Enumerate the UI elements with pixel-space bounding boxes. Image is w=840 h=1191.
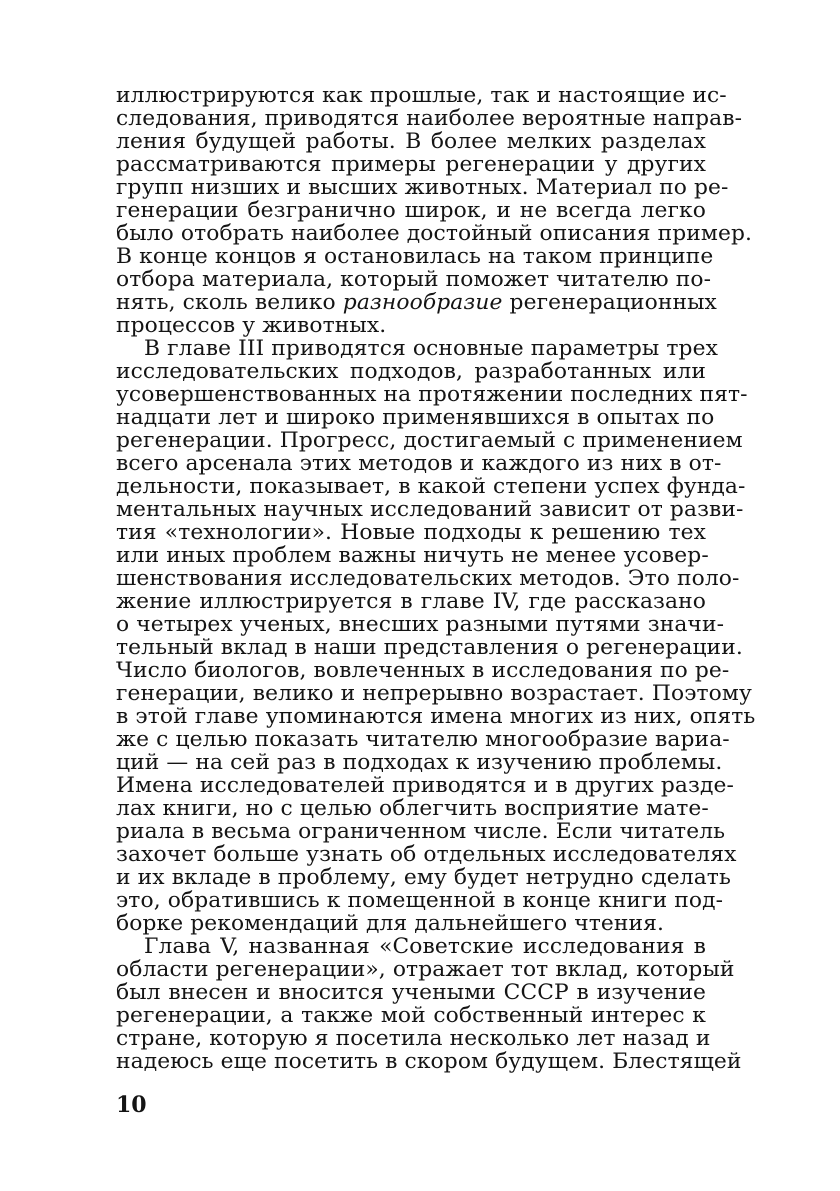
text-line: ций — на сей раз в подходах к изучению проблемы. bbox=[116, 750, 723, 775]
text-line: ментальных научных исследований зависит от разви- bbox=[116, 497, 744, 522]
text-line: дельности, показывает, в какой степени успех фунда- bbox=[116, 474, 746, 499]
text-line: лах книги, но с целью облегчить восприятие мате- bbox=[116, 796, 709, 821]
text-line: борке рекомендаций для дальнейшего чтения. bbox=[116, 911, 665, 936]
emphasis-word: разнообразие bbox=[342, 290, 503, 315]
text-line: шенствования исследовательских методов. Это поло- bbox=[116, 566, 740, 591]
text-line: ления будущей работы. В более мелких разделах bbox=[116, 129, 706, 154]
text-line: В конце концов я остановилась на таком принципе bbox=[116, 244, 714, 269]
text-line: жение иллюстрируется в главе IV, где рассказано bbox=[116, 589, 706, 614]
text-line: или иных проблем важны ничуть не менее усовер- bbox=[116, 543, 709, 568]
text-line: усовершенствованных на протяжении последних пят- bbox=[116, 382, 748, 407]
text-line: регенерации. Прогресс, достигаемый с применением bbox=[116, 428, 743, 453]
text-line: отбора материала, который поможет читателю по- bbox=[116, 267, 712, 292]
paragraph-3 bbox=[116, 934, 742, 1074]
text-line: процессов у животных. bbox=[116, 313, 387, 338]
text-line: генерации безгранично широк, и не всегда легко bbox=[116, 198, 706, 223]
text-line: регенерации, а также мой собственный интерес к bbox=[116, 1003, 706, 1028]
text-line: В главе III приводятся основные параметры трех bbox=[144, 336, 718, 361]
text-line: всего арсенала этих методов и каждого из них в от- bbox=[116, 451, 722, 476]
text-line: Глава V, названная «Советские исследования в bbox=[144, 934, 706, 959]
text-line: Число биологов, вовлеченных в исследования по ре- bbox=[116, 658, 730, 683]
text-line: области регенерации», отражает тот вклад, который bbox=[116, 957, 735, 982]
text-line: стране, которую я посетила несколько лет назад и bbox=[116, 1026, 711, 1051]
text-line: иллюстрируются как прошлые, так и настоящие ис- bbox=[116, 83, 727, 108]
text-line: следования, приводятся наиболее вероятные направ- bbox=[116, 106, 743, 131]
paragraph-2 bbox=[116, 336, 756, 936]
text-line: это, обратившись к помещенной в конце книги под- bbox=[116, 888, 724, 913]
text-line: рассматриваются примеры регенерации у других bbox=[116, 152, 706, 177]
text-line: и их вкладе в проблему, ему будет нетрудно сделать bbox=[116, 865, 731, 890]
text-line: Имена исследователей приводятся и в других разде- bbox=[116, 773, 734, 798]
text-line: о четырех ученых, внесших разными путями значи- bbox=[116, 612, 725, 637]
page-number: 10 bbox=[116, 1092, 147, 1118]
text-line-with-emphasis bbox=[116, 290, 717, 315]
text-line: в этой главе упоминаются имена многих из них, опять bbox=[116, 704, 756, 729]
text-fragment: регенерационных bbox=[502, 290, 717, 315]
text-line: риала в весьма ограниченном числе. Если читатель bbox=[116, 819, 726, 844]
text-line: надцати лет и широко применявшихся в опытах по bbox=[116, 405, 715, 430]
text-line: было отобрать наиболее достойный описания пример. bbox=[116, 221, 753, 246]
text-line: групп низших и высших животных. Материал по ре- bbox=[116, 175, 729, 200]
text-line: исследовательских подходов, разработанных или bbox=[116, 359, 706, 384]
text-line: же с целью показать читателю многообразие вариа- bbox=[116, 727, 730, 752]
text-line: надеюсь еще посетить в скором будущем. Блестящей bbox=[116, 1049, 742, 1074]
paragraph-1 bbox=[116, 83, 753, 338]
text-fragment: нять, сколь велико bbox=[116, 290, 343, 315]
text-line: захочет больше узнать об отдельных исследователях bbox=[116, 842, 737, 867]
page-body bbox=[116, 83, 756, 1074]
text-line: генерации, велико и непрерывно возрастает. Поэтому bbox=[116, 681, 752, 706]
text-line: был внесен и вносится учеными СССР в изучение bbox=[116, 980, 706, 1005]
text-line: тельный вклад в наши представления о регенерации. bbox=[116, 635, 743, 660]
text-line: тия «технологии». Новые подходы к решению тех bbox=[116, 520, 706, 545]
